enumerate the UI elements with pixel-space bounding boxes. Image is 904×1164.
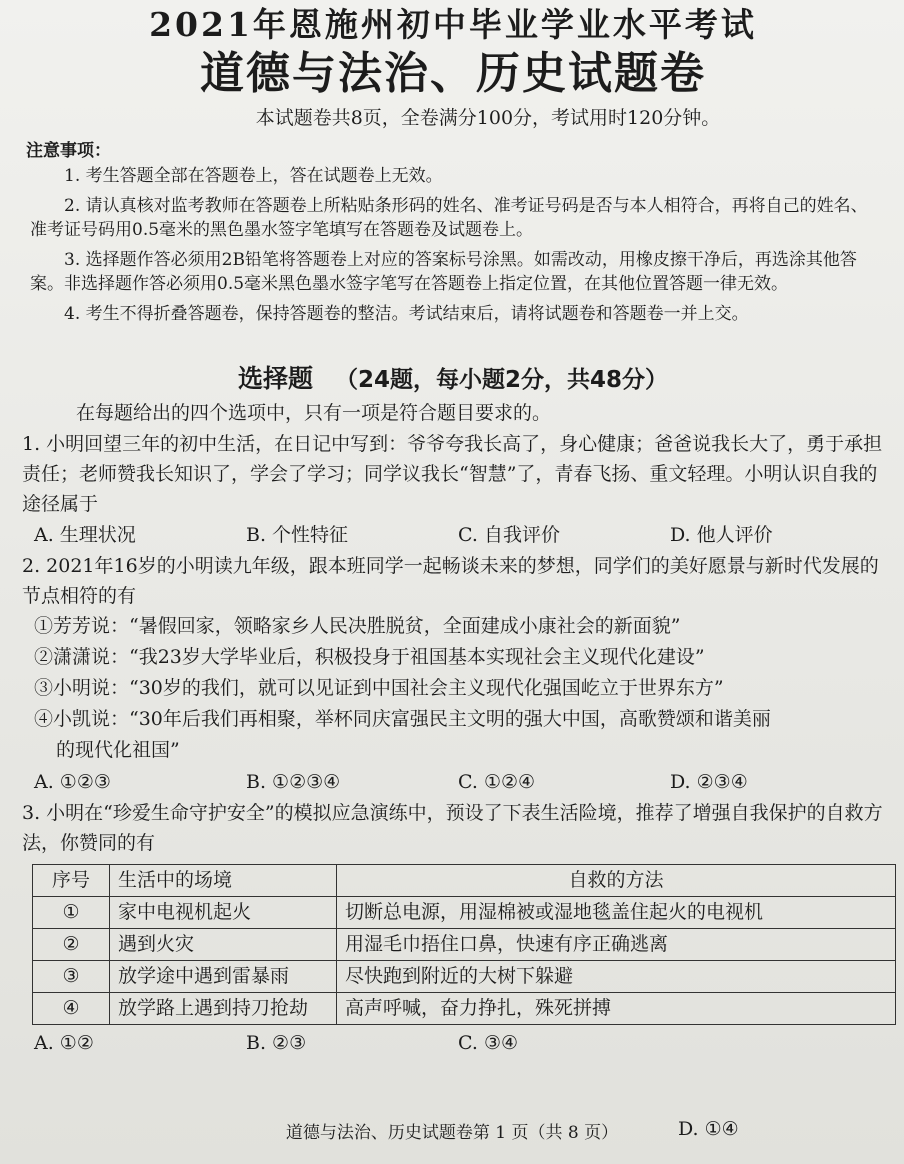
- table-row: [33, 929, 896, 961]
- option-d: D. ①④: [678, 1118, 739, 1140]
- question-3-stem: 3. 小明在“珍爱生命守护安全”的模拟应急演练中，预设了下表生活险境，推荐了增强自我保护的自救方法，你赞同的有: [22, 802, 883, 854]
- option-a: A. ①②③: [34, 771, 111, 793]
- statement-4: ④小凯说：“30年后我们再相聚，举杯同庆富强民主文明的强大中国，高歌赞颂和谐美丽: [34, 708, 771, 730]
- table-cell: 高声呼喊，奋力挣扎，殊死拼搏: [337, 993, 896, 1025]
- option-b: B. 个性特征: [246, 524, 349, 546]
- scenario-table: [32, 864, 896, 1025]
- table-cell: 放学途中遇到雷暴雨: [110, 961, 337, 993]
- section-intro: 在每题给出的四个选项中，只有一项是符合题目要求的。: [76, 402, 552, 424]
- table-row: [33, 993, 896, 1025]
- table-header: 生活中的场境: [110, 865, 337, 897]
- question-1: [22, 429, 884, 551]
- option-d: D. 他人评价: [670, 524, 773, 546]
- statement-3: ③小明说：“30岁的我们，就可以见证到中国社会主义现代化强国屹立于世界东方”: [34, 677, 724, 699]
- option-c: C. 自我评价: [458, 524, 560, 546]
- question-2-options: [22, 766, 884, 798]
- exam-title: 2021年恩施州初中毕业学业水平考试: [149, 5, 757, 44]
- table-cell: ②: [33, 929, 110, 961]
- notice-item: 4. 考生不得折叠答题卷，保持答题卷的整洁。考试结束后，请将试题卷和答题卷一并上交。: [64, 304, 749, 324]
- option-a: A. 生理状况: [34, 524, 136, 546]
- question-3: [22, 798, 884, 1059]
- table-cell: ①: [33, 897, 110, 929]
- table-cell: 放学路上遇到持刀抢劫: [110, 993, 337, 1025]
- option-b: B. ①②③④: [246, 771, 341, 793]
- option-b: B. ②③: [246, 1032, 307, 1054]
- paper-title: 道德与法治、历史试题卷: [200, 48, 706, 99]
- table-cell: 家中电视机起火: [110, 897, 337, 929]
- notice-item: 1. 考生答题全部在答题卷上，答在试题卷上无效。: [64, 166, 443, 186]
- option-a: A. ①②: [34, 1032, 94, 1054]
- statement-4-continued: 的现代化祖国”: [56, 739, 180, 761]
- table-cell: 用湿毛巾捂住口鼻，快速有序正确逃离: [337, 929, 896, 961]
- option-d: D. ②③④: [670, 771, 748, 793]
- notice-item: 3. 选择题作答必须用2B铅笔将答题卷上对应的答案标号涂黑。如需改动，用橡皮擦干净后，再选涂其他答案。非选择题作答必须用0.5毫米黑色墨水签字笔写在答题卷上指定位置，在其他位置答题一律无效。: [30, 250, 857, 294]
- table-header: 序号: [33, 865, 110, 897]
- notice-item: 2. 请认真核对监考教师在答题卷上所粘贴条形码的姓名、准考证号码是否与本人相符合，再将自己的姓名、准考证号码用0.5毫米的黑色墨水签字笔填写在答题卷及试题卷上。: [30, 196, 868, 240]
- statement-2: ②潇潇说：“我23岁大学毕业后，积极投身于祖国基本实现社会主义现代化建设”: [34, 646, 705, 668]
- section-heading: [22, 360, 884, 399]
- table-row: [33, 961, 896, 993]
- section-title: 选择题: [237, 364, 313, 393]
- section-scoring: （24题，每小题2分，共48分）: [334, 367, 669, 393]
- table-cell: 遇到火灾: [110, 929, 337, 961]
- table-header: 自救的方法: [337, 865, 896, 897]
- question-3-options: [22, 1027, 884, 1059]
- notice-heading: 注意事项：: [26, 141, 111, 161]
- table-row: [33, 897, 896, 929]
- exam-info: 本试题卷共8页，全卷满分100分，考试用时120分钟。: [255, 107, 721, 129]
- table-cell: 切断总电源，用湿棉被或湿地毯盖住起火的电视机: [337, 897, 896, 929]
- table-cell: 尽快跑到附近的大树下躲避: [337, 961, 896, 993]
- option-c: C. ③④: [458, 1032, 519, 1054]
- table-cell: ③: [33, 961, 110, 993]
- question-1-stem: 1. 小明回望三年的初中生活，在日记中写到：爷爷夸我长高了，身心健康；爸爸说我长大了，勇于承担责任；老师赞我长知识了，学会了学习；同学议我长“智慧”了，青春飞扬、重文轻理。小明认识自我的途径属于: [22, 433, 883, 515]
- question-2: [22, 551, 884, 798]
- page-footer: 道德与法治、历史试题卷第 1 页（共 8 页）: [285, 1123, 619, 1143]
- statement-1: ①芳芳说：“暑假回家，领略家乡人民决胜脱贫，全面建成小康社会的新面貌”: [34, 615, 681, 637]
- notice-block: [22, 138, 884, 326]
- question-1-options: [22, 519, 884, 551]
- option-c: C. ①②④: [458, 771, 536, 793]
- table-header-row: [33, 865, 896, 897]
- table-cell: ④: [33, 993, 110, 1025]
- question-2-stem: 2. 2021年16岁的小明读九年级，跟本班同学一起畅谈未来的梦想，同学们的美好愿景与新时代发展的节点相符的有: [22, 555, 879, 607]
